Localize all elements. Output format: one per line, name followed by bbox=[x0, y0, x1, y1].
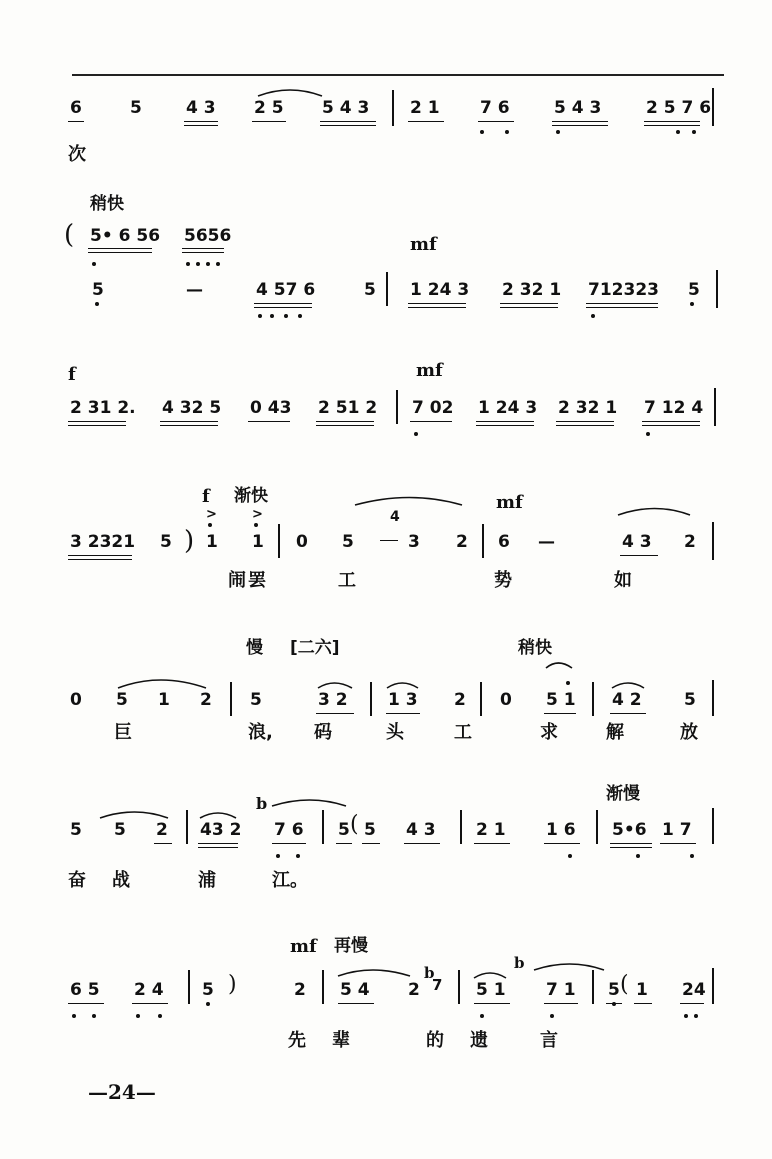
note: 2 bbox=[454, 690, 466, 710]
barline bbox=[712, 808, 714, 844]
barline bbox=[186, 810, 188, 844]
note: 1 6 bbox=[546, 820, 576, 840]
note: 1 24 3 bbox=[410, 280, 470, 300]
lyric: 工 bbox=[338, 570, 356, 591]
underline bbox=[620, 555, 658, 556]
page-number: —24— bbox=[88, 1080, 156, 1104]
note: 1 24 3 bbox=[478, 398, 538, 418]
dynamic-mark: mf bbox=[290, 936, 317, 957]
open-paren: ( bbox=[350, 812, 359, 837]
octave-dot bbox=[692, 130, 696, 134]
underline bbox=[254, 303, 312, 304]
tempo-mark: 稍快 bbox=[518, 638, 552, 658]
lyric: 放 bbox=[680, 722, 698, 743]
octave-dot bbox=[480, 130, 484, 134]
underline bbox=[198, 843, 238, 844]
note: 2 5 7 6 bbox=[646, 98, 712, 118]
underline bbox=[586, 303, 658, 304]
flat-sign: b bbox=[514, 954, 525, 972]
barline bbox=[396, 390, 398, 424]
underline bbox=[316, 421, 374, 422]
underline bbox=[68, 121, 84, 122]
note: 2 5 bbox=[254, 98, 284, 118]
octave-dot bbox=[550, 1014, 554, 1018]
underline bbox=[132, 1003, 168, 1004]
lyric: 罢 bbox=[248, 570, 266, 591]
underline bbox=[644, 125, 700, 126]
barline bbox=[370, 682, 372, 716]
octave-dot bbox=[694, 1014, 698, 1018]
lyric: 言 bbox=[540, 1030, 558, 1051]
underline bbox=[404, 843, 440, 844]
barline bbox=[712, 522, 714, 560]
underline bbox=[272, 843, 306, 844]
note: 7 6 bbox=[480, 98, 510, 118]
note: 6 5 bbox=[70, 980, 100, 1000]
lyric: 次 bbox=[68, 144, 86, 165]
octave-dot bbox=[556, 130, 560, 134]
note: 5 4 3 bbox=[554, 98, 602, 118]
underline bbox=[586, 307, 658, 308]
slur bbox=[618, 509, 690, 516]
barline bbox=[712, 88, 714, 126]
underline bbox=[320, 125, 376, 126]
note: 2 1 bbox=[476, 820, 506, 840]
underline bbox=[556, 421, 614, 422]
octave-dot bbox=[258, 314, 262, 318]
octave-dot bbox=[296, 854, 300, 858]
octave-dot bbox=[690, 854, 694, 858]
note: 5 bbox=[688, 280, 700, 300]
underline bbox=[184, 121, 218, 122]
underline bbox=[88, 252, 152, 253]
octave-dot bbox=[136, 1014, 140, 1018]
underline bbox=[160, 421, 218, 422]
slur bbox=[272, 800, 346, 806]
note: 5656 bbox=[184, 226, 232, 246]
tempo-mark: 再慢 bbox=[334, 936, 368, 956]
underline bbox=[386, 713, 420, 714]
tempo-mark: 渐慢 bbox=[606, 784, 640, 804]
note: 4 57 6 bbox=[256, 280, 316, 300]
underline bbox=[660, 843, 696, 844]
octave-dot bbox=[414, 432, 418, 436]
underline bbox=[254, 307, 312, 308]
note: 5 bbox=[338, 820, 350, 840]
barline bbox=[592, 682, 594, 716]
note: 2 bbox=[294, 980, 306, 1000]
underline bbox=[410, 421, 452, 422]
lyric: 求 bbox=[540, 722, 558, 743]
tempo-mark: 稍快 bbox=[90, 194, 124, 214]
note: 6 bbox=[70, 98, 82, 118]
underline bbox=[500, 307, 558, 308]
octave-dot bbox=[208, 523, 212, 527]
barline bbox=[714, 388, 716, 426]
note: 5 bbox=[364, 280, 376, 300]
note: 6 bbox=[498, 532, 510, 552]
note: 5 bbox=[114, 820, 126, 840]
top-rule bbox=[72, 74, 724, 76]
slur bbox=[118, 680, 206, 688]
underline bbox=[88, 248, 152, 249]
flat-sign: b bbox=[424, 964, 435, 982]
note: 43 2 bbox=[200, 820, 242, 840]
octave-dot bbox=[276, 854, 280, 858]
note: 2 bbox=[408, 980, 420, 1000]
slur bbox=[338, 970, 410, 976]
note: 3 2321 bbox=[70, 532, 136, 552]
note: 5 bbox=[202, 980, 214, 1000]
underline bbox=[68, 421, 126, 422]
barline bbox=[592, 970, 594, 1004]
barline bbox=[596, 810, 598, 844]
tempo-mark: 慢 bbox=[246, 638, 263, 658]
underline bbox=[610, 847, 652, 848]
slur bbox=[200, 813, 236, 818]
underline bbox=[248, 421, 290, 422]
slur bbox=[355, 498, 462, 506]
note: 4 2 bbox=[612, 690, 642, 710]
underline bbox=[552, 121, 608, 122]
underline bbox=[642, 425, 700, 426]
note: 1 7 bbox=[662, 820, 692, 840]
octave-dot bbox=[284, 314, 288, 318]
underline bbox=[198, 847, 238, 848]
barline bbox=[712, 968, 714, 1004]
lyric: 江。 bbox=[272, 870, 308, 891]
dynamic-mark: f bbox=[68, 364, 76, 385]
octave-dot bbox=[636, 854, 640, 858]
note: 5 bbox=[342, 532, 354, 552]
octave-dot bbox=[566, 681, 570, 685]
octave-dot bbox=[612, 1002, 616, 1006]
underline bbox=[544, 1003, 578, 1004]
note: 1 bbox=[636, 980, 648, 1000]
octave-dot bbox=[196, 262, 200, 266]
octave-dot bbox=[254, 523, 258, 527]
underline bbox=[338, 1003, 374, 1004]
note: 5 bbox=[250, 690, 262, 710]
note: 5 bbox=[364, 820, 376, 840]
note: 0 bbox=[70, 690, 82, 710]
underline bbox=[68, 425, 126, 426]
underline bbox=[68, 559, 132, 560]
note: 4 3 bbox=[186, 98, 216, 118]
note: 2 bbox=[684, 532, 696, 552]
barline bbox=[712, 680, 714, 716]
octave-dot bbox=[270, 314, 274, 318]
note: 5 1 bbox=[476, 980, 506, 1000]
flat-sign: b bbox=[256, 794, 268, 813]
lyric: 浦 bbox=[198, 870, 216, 891]
barline bbox=[188, 970, 190, 1004]
note: 5 1 bbox=[546, 690, 576, 710]
underline bbox=[184, 125, 218, 126]
octave-dot bbox=[568, 854, 572, 858]
note: 1 3 bbox=[388, 690, 418, 710]
close-paren: ) bbox=[228, 972, 237, 997]
note: 2 bbox=[156, 820, 168, 840]
note: 5 bbox=[70, 820, 82, 840]
underline bbox=[474, 1003, 510, 1004]
underline bbox=[316, 425, 374, 426]
barline bbox=[278, 524, 280, 558]
underline bbox=[380, 540, 398, 541]
octave-dot bbox=[690, 302, 694, 306]
lyric: 战 bbox=[112, 870, 130, 891]
accent-mark: > bbox=[206, 507, 217, 522]
note: 1 bbox=[206, 532, 218, 552]
underline bbox=[408, 307, 466, 308]
note: 7 6 bbox=[274, 820, 304, 840]
open-paren: ( bbox=[620, 972, 629, 997]
note: 5 bbox=[116, 690, 128, 710]
lyric: 工 bbox=[454, 722, 472, 743]
note: 2 31 2. bbox=[70, 398, 136, 418]
slur bbox=[318, 683, 352, 688]
slur bbox=[546, 663, 572, 668]
lyric: 头 bbox=[386, 722, 404, 743]
underline bbox=[182, 252, 224, 253]
note: 7 12 4 bbox=[644, 398, 704, 418]
underline bbox=[644, 121, 700, 122]
note: 0 bbox=[500, 690, 512, 710]
note: 2 32 1 bbox=[558, 398, 618, 418]
lyric: 先 bbox=[288, 1030, 306, 1051]
barline bbox=[322, 970, 324, 1004]
underline bbox=[160, 425, 218, 426]
lyric: 巨 bbox=[114, 722, 132, 743]
accent-mark: > bbox=[252, 507, 263, 522]
octave-dot bbox=[505, 130, 509, 134]
underline bbox=[476, 425, 534, 426]
note: 3 2 bbox=[318, 690, 348, 710]
underline bbox=[154, 843, 172, 844]
barline bbox=[460, 810, 462, 844]
barline bbox=[230, 682, 232, 716]
slur bbox=[612, 683, 644, 688]
underline bbox=[552, 125, 608, 126]
note: 5 4 bbox=[340, 980, 370, 1000]
note: 2 51 2 bbox=[318, 398, 378, 418]
underline bbox=[544, 713, 576, 714]
underline bbox=[182, 248, 224, 249]
note: 2 bbox=[200, 690, 212, 710]
lyric: 闹 bbox=[228, 570, 246, 591]
slur bbox=[258, 90, 322, 96]
underline bbox=[408, 121, 444, 122]
octave-dot bbox=[216, 262, 220, 266]
underline bbox=[316, 713, 354, 714]
slur bbox=[387, 683, 418, 688]
note: 5 bbox=[684, 690, 696, 710]
octave-dot bbox=[72, 1014, 76, 1018]
note: 1 bbox=[158, 690, 170, 710]
note: — bbox=[186, 280, 203, 300]
dynamic-mark: f bbox=[202, 486, 210, 507]
lyric: 辈 bbox=[332, 1030, 350, 1051]
note: 1 bbox=[252, 532, 264, 552]
grace-note: 4 bbox=[390, 509, 400, 525]
underline bbox=[476, 421, 534, 422]
underline bbox=[478, 121, 514, 122]
note: 2 bbox=[456, 532, 468, 552]
octave-dot bbox=[684, 1014, 688, 1018]
note: 5• 6 56 bbox=[90, 226, 161, 246]
octave-dot bbox=[591, 314, 595, 318]
note: 2 1 bbox=[410, 98, 440, 118]
underline bbox=[500, 303, 558, 304]
octave-dot bbox=[206, 262, 210, 266]
underline bbox=[634, 1003, 652, 1004]
lyric: 遗 bbox=[470, 1030, 488, 1051]
lyric: 码 bbox=[314, 722, 332, 743]
dynamic-mark: mf bbox=[496, 492, 523, 513]
octave-dot bbox=[298, 314, 302, 318]
underline bbox=[320, 121, 376, 122]
barline bbox=[322, 810, 324, 844]
note: 0 bbox=[296, 532, 308, 552]
barline bbox=[482, 524, 484, 558]
note: 7 bbox=[432, 976, 443, 994]
dynamic-mark: mf bbox=[416, 360, 443, 381]
slur bbox=[474, 973, 506, 978]
underline bbox=[556, 425, 614, 426]
note: 4 32 5 bbox=[162, 398, 222, 418]
note: 712323 bbox=[588, 280, 659, 300]
underline bbox=[544, 843, 580, 844]
note: 5 4 3 bbox=[322, 98, 370, 118]
lyric: 解 bbox=[606, 722, 624, 743]
note: — bbox=[538, 532, 555, 552]
note: 7 1 bbox=[546, 980, 576, 1000]
lyric: 如 bbox=[614, 570, 632, 591]
underline bbox=[362, 843, 380, 844]
note: 0 43 bbox=[250, 398, 292, 418]
octave-dot bbox=[186, 262, 190, 266]
note: 5 bbox=[92, 280, 104, 300]
octave-dot bbox=[92, 1014, 96, 1018]
lyric: 奋 bbox=[68, 870, 86, 891]
note: 5•6 bbox=[612, 820, 647, 840]
barline bbox=[716, 270, 718, 308]
underline bbox=[68, 1003, 104, 1004]
tempo-mark: 渐快 bbox=[234, 486, 268, 506]
note: 2 4 bbox=[134, 980, 164, 1000]
barline bbox=[386, 272, 388, 306]
underline bbox=[68, 555, 132, 556]
underline bbox=[408, 303, 466, 304]
note: 7 02 bbox=[412, 398, 454, 418]
note: 5 bbox=[608, 980, 620, 1000]
underline bbox=[252, 121, 286, 122]
octave-dot bbox=[676, 130, 680, 134]
note: 24 bbox=[682, 980, 706, 1000]
barline bbox=[458, 970, 460, 1004]
section-mark: [二六] bbox=[290, 638, 340, 658]
open-paren: ( bbox=[64, 220, 75, 250]
slur bbox=[100, 812, 168, 818]
lyric: 势 bbox=[494, 570, 512, 591]
underline bbox=[642, 421, 700, 422]
note: 4 3 bbox=[622, 532, 652, 552]
lyric: 的 bbox=[426, 1030, 444, 1051]
barline bbox=[480, 682, 482, 716]
underline bbox=[336, 843, 352, 844]
note: 5 bbox=[130, 98, 142, 118]
barline bbox=[392, 90, 394, 126]
octave-dot bbox=[95, 302, 99, 306]
octave-dot bbox=[480, 1014, 484, 1018]
note: 3 bbox=[408, 532, 420, 552]
octave-dot bbox=[92, 262, 96, 266]
dynamic-mark: mf bbox=[410, 234, 437, 255]
lyric: 浪, bbox=[248, 722, 273, 743]
close-paren: ) bbox=[184, 526, 195, 556]
underline bbox=[474, 843, 510, 844]
note: 5 bbox=[160, 532, 172, 552]
underline bbox=[610, 843, 652, 844]
octave-dot bbox=[206, 1002, 210, 1006]
note: 4 3 bbox=[406, 820, 436, 840]
underline bbox=[680, 1003, 704, 1004]
underline bbox=[610, 713, 646, 714]
note: 2 32 1 bbox=[502, 280, 562, 300]
octave-dot bbox=[646, 432, 650, 436]
octave-dot bbox=[158, 1014, 162, 1018]
